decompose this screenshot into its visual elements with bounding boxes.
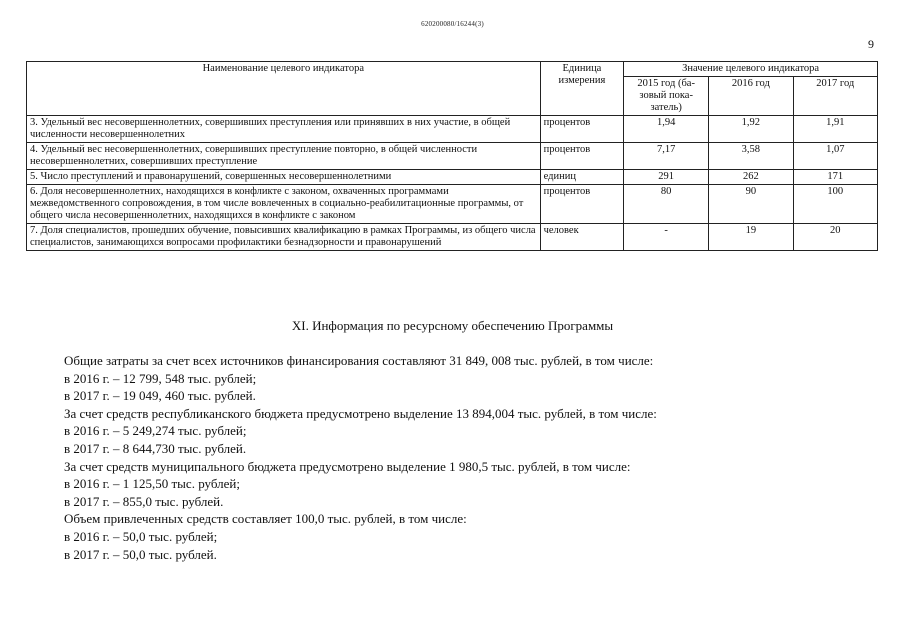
municipal-budget-line: За счет средств муниципального бюджета предусмотрено выделение 1 980,5 тыс. рублей, в том числе: (64, 458, 631, 474)
republican-budget-2017: в 2017 г. – 8 644,730 тыс. рублей. (64, 440, 247, 456)
republican-budget-line: За счет средств республиканского бюджета предусмотрено выделение 13 894,004 тыс. рублей, в том числе: (64, 405, 657, 421)
funding-total-2017: в 2017 г. – 19 049, 460 тыс. рублей. (64, 388, 256, 404)
value-2017: 1,07 (793, 143, 877, 170)
indicator-unit: человек (540, 224, 624, 251)
document-id: 620200080/16244(3) (421, 20, 484, 28)
indicator-unit: процентов (540, 116, 624, 143)
table-header-row (27, 62, 878, 77)
value-2015: 291 (624, 170, 709, 185)
value-2017: 1,91 (793, 116, 877, 143)
header-indicator-value: Значение целевого индикатора (624, 62, 878, 77)
value-2016: 90 (709, 185, 793, 224)
indicator-name: 5. Число преступлений и правонарушений, совершенных несовершеннолетними (27, 170, 541, 185)
header-indicator-name: Наименование целевого индикатора (27, 62, 541, 116)
indicator-name: 3. Удельный вес несовершеннолетних, совершивших преступления или принявших в них участие, в общей численности несовершеннолетних (27, 116, 541, 143)
funding-total-2016: в 2016 г. – 12 799, 548 тыс. рублей; (64, 370, 257, 386)
table-row (27, 170, 878, 185)
indicator-unit: единиц (540, 170, 624, 185)
value-2015: - (624, 224, 709, 251)
municipal-budget-2016: в 2016 г. – 1 125,50 тыс. рублей; (64, 476, 240, 492)
republican-budget-2016: в 2016 г. – 5 249,274 тыс. рублей; (64, 423, 247, 439)
value-2016: 1,92 (709, 116, 793, 143)
funding-text (64, 352, 864, 563)
value-2015: 7,17 (624, 143, 709, 170)
table-row (27, 116, 878, 143)
value-2016: 3,58 (709, 143, 793, 170)
value-2017: 20 (793, 224, 877, 251)
value-2017: 100 (793, 185, 877, 224)
indicator-name: 4. Удельный вес несовершеннолетних, совершивших преступление повторно, в общей численности несовершеннолетних, совершивших преступление (27, 143, 541, 170)
value-2016: 19 (709, 224, 793, 251)
indicator-unit: процентов (540, 143, 624, 170)
page-number: 9 (868, 37, 874, 51)
attracted-funds-2016: в 2016 г. – 50,0 тыс. рублей; (64, 528, 218, 544)
value-2016: 262 (709, 170, 793, 185)
table-row (27, 224, 878, 251)
funding-total-line: Общие затраты за счет всех источников финансирования составляют 31 849, 008 тыс. рублей, в том числе: (64, 353, 654, 368)
indicator-unit: процентов (540, 185, 624, 224)
municipal-budget-2017: в 2017 г. – 855,0 тыс. рублей. (64, 493, 224, 509)
header-year-2015: 2015 год (ба-зовый пока-затель) (624, 77, 709, 116)
header-year-2017: 2017 год (793, 77, 877, 116)
section-title: XI. Информация по ресурсному обеспечению Программы (291, 318, 614, 333)
value-2015: 1,94 (624, 116, 709, 143)
table-row (27, 185, 878, 224)
value-2017: 171 (793, 170, 877, 185)
indicator-name: 6. Доля несовершеннолетних, находящихся в конфликте с законом, охваченных программами межведомственного сопровождения, в том числе вовлеченных в социально-реабилитационные программы, от общего числа несовершеннолетних, находящихся в конфликте с законом (27, 185, 541, 224)
indicator-name: 7. Доля специалистов, прошедших обучение, повысивших квалификацию в рамках Программы, из общего числа специалистов, занимающихся вопросами профилактики безнадзорности и правонарушений (27, 224, 541, 251)
attracted-funds-2017: в 2017 г. – 50,0 тыс. рублей. (64, 546, 217, 562)
header-unit: Единица измерения (540, 62, 624, 116)
value-2015: 80 (624, 185, 709, 224)
table-row (27, 143, 878, 170)
attracted-funds-line: Объем привлеченных средств составляет 100,0 тыс. рублей, в том числе: (64, 511, 467, 527)
indicator-table (26, 61, 878, 251)
header-year-2016: 2016 год (709, 77, 793, 116)
